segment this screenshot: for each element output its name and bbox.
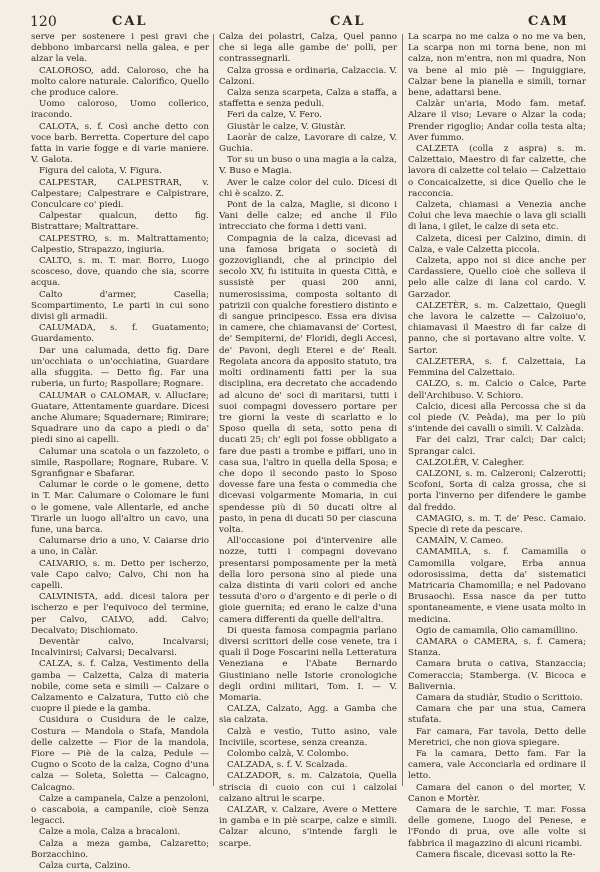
dictionary-entry: CALZETERA, s. f. Calzettaia, La Femmina del Calzettaio. [408,356,586,379]
dictionary-entry: Fa la camara, Detto fam. Far la camera, vale Acconciarla ed ordinare il letto. [408,749,586,782]
dictionary-entry: Deventàr calvo, Incalvarsi; Incalvinirsi; Calvarsi; Decalvarsi. [31,636,209,659]
dictionary-entry: Dar una calumada, detto fig. Dare un'occhiata o un'occhiatina, Guardare alla sfuggita. — Detto fig. Far una ruberia, un furto; Raspollare; Rognare. [31,345,209,390]
dictionary-entry: Calumar le corde o le gomene, detto in T. Mar. Calumare o Colomare le funi o le gomene, vale Allentarle, ed anche Tirarle un luogo all'altro un cavo, una fune, una barca. [31,480,209,535]
dictionary-entry: Calza senza scarpeta, Calza a staffa, a staffetta e senza peduli. [219,88,397,110]
dictionary-entry: CAMARA o CAMERA, s. f. Camera; Stanza. [408,636,586,659]
dictionary-entry: Calto d'armer, Casella; Scompartimento, Le parti in cui sono divisi gli armadii. [31,289,209,323]
column-divider [213,34,214,786]
dictionary-entry: Calza grossa e ordinaria, Calzaccia. V. Calzoni. [219,65,397,87]
dictionary-entry: CALZA, Calzato, Agg. a Gamba che sia calzata. [219,704,397,726]
dictionary-entry: serve per sostenere i pesi gravi che debbono imbarcarsi nella galea, e per alzar la vela. [31,32,209,65]
dictionary-entry: CAMAGIO, s. m. T. de' Pesc. Camaio. Specie di rete da pescare. [408,513,586,535]
dictionary-entry: Camara de le sarchie, T. mar. Fossa delle gomene, Luogo del Penese, e l'Fondo di prua, ove alle volte si fabbrica il magazzino di alcuni ricambi. [408,805,586,849]
dictionary-entry: Giustàr le calze, V. Giustàr. [227,121,346,132]
dictionary-entry: CALPESTRO, s. m. Maltrattamento; Calpestio, Strapazzo, ingiuria. [31,233,209,255]
running-header [30,12,576,32]
column-middle [219,32,397,849]
dictionary-entry: CALZA, s. f. Calza, Vestimento della gamba — Calzetta, Calza di materia nobile, come seta e simili — Calzare o Calzamento e Calzatura, Tutto ciò che cuopre il piede e la gamba. [31,659,209,715]
running-head-left: CAL [112,14,148,29]
dictionary-entry: Calumarse drio a uno, V. Caiarse drio a uno, in Calàr. [31,536,209,558]
dictionary-entry: Tor su un buso o una magia a la calza, V. Buso e Magia. [219,155,397,177]
dictionary-entry: Camara bruta o cativa, Stanzaccia; Comeraccia; Stamberga. (V. Bicoca e Balivernia. [408,659,586,692]
column-divider [402,34,403,786]
dictionary-entry: Pont de la calza, Maglie, si dicono i Vani delle calze; ed anche il Filo intrecciato che forma i detti vani. [219,200,397,233]
dictionary-entry: Calzeta, dicesi per Calzino, dimin. di Calza, e vale Calzetta piccola. [408,233,586,255]
dictionary-entry: CAMAMILA, s. f. Camamilla o Camomilla volgare, Erba annua odorosissima, detta da' sistematici Matricaria Chamomilla; e nel Padovano Brusaochi. Essa nasce da per tutto spontaneamente, e viene usata molto in medicina. [408,547,586,625]
dictionary-entry: Figura del calota, V. Figura. [39,166,162,177]
dictionary-entry: Colombo calzà, V. Colombo. [227,749,349,759]
dictionary-entry: Camera fiscale, dicevasi sotto la Re- [416,849,576,860]
dictionary-entry: CALUMADA, s. f. Guatamento; Guardamento. [31,323,209,345]
running-head-right: CAM [528,14,569,29]
dictionary-entry: Calzà e vestìo, Tutto asino, vale Inciviile, scortese, senza creanza. [219,726,397,748]
dictionary-entry: Calze a campanela, Calze a penzoloni, o cascaboia, a campanile, cioè Senza legacci. [31,793,209,827]
dictionary-entry: CALZO, s. m. Calcio o Calce, Parte dell'Archibuso. V. Schioro. [408,379,586,401]
dictionary-entry: Calzeta, chiamasi a Venezia anche Colui che leva maechie o lava gli scialli di lana, i gilet, le calze di seta etc. [408,200,586,233]
dictionary-entry: Calpestar qualcun, detto fig. Bistrattare; Maltrattare. [31,211,209,233]
dictionary-entry: Camara del canon o del morter, V. Canon e Mortèr. [408,782,586,804]
dictionary-entry: CALZADA, s. f. V. Scalzada. [227,760,348,771]
dictionary-entry: CALTO, s. m. T. mar. Borro, Luogo scosceso, dove, quando che sia, scorre acqua. [31,256,209,289]
dictionary-entry: Calumar una scatola o un fazzoleto, o simile, Raspollare; Rognare, Rubare. V. Sgranfignar e Sbafarar. [31,446,209,479]
dictionary-entry: CALVARIO, s. m. Detto per ischerzo, vale Capo calvo; Calvo, Chi non ha capelli. [31,558,209,591]
dictionary-entry: Far dei calzi, Trar calci; Dar calci; Sprangar calci. [408,435,586,457]
dictionary-entry: All'occasione poi d'intervenire alle nozze, tutti i compagni dovevano presentarsi pomposamente per la metà della loro persona sino al piede una calza distinta di varii colori ed anche tessuta d'oro o d'argento e di perle o di gioie guernita; ed erano le calze d'una camera differenti da quelle dell'altra. [219,536,397,625]
dictionary-entry: CAMAÌN, V. Cameo. [416,536,504,547]
dictionary-entry: Di questa famosa compagnia parlano diversi scrittori delle cose venete, tra i quali il Doge Foscarini nella Letteratura Veneziana e l'Abate Bernardo Giustiniano nelle Istorie cronologiche degli ordini militari, Tom. I. — V. Momaria. [219,625,397,703]
dictionary-entry: Ogio de camamila, Olio camamillino. [416,625,578,636]
running-head-center: CAL [330,14,366,29]
dictionary-entry: Compagnia de la calza, dicevasi ad una famosa brigata o società di gozzovigliandi, che al principio del secolo XV, fu istituita in questa Città, e sussistè per quasi 200 anni, numerosissima, composta soltanto di patrizii con qualche forestiero distinto e di sangue principesco. Essa era divisa in camere, che chiamavansi de' Cortesi, de' Sempiterni, de' Floridi, degli Accesi, de' Pavoni, degli Eterei e de' Reali. Regolata ancora da apposito statuto, tra molti ordinamenti fatti per la sua disciplina, era decretato che accadendo ad alcuno de' soci di maritarsi, tutti i suoi compagni dovessero portare per tre giorni la veste di scarlatto e lo Sposo quella di seta, sotto pena di ducati 25; ch' egli poi fosse obbligato a fare due pasti a trombe e piffari, uno in casa sua, l'altro in quella della Sposa; e che dopo il secondo pasto lo Sposo dovesse fare una festa o commedia che dicevasi volgarmente Momaria, in cui spendesse più di 50 ducati oltre al pasto, in pena di ducati 50 per ciascuna volta. [219,233,397,535]
dictionary-entry: Cusidura o Cusidura de le calze, Costura — Mandola o Stafa, Mandola delle calzette — Fior de la mandola, Fiore — Piè de la calza, Pedule — Cugno o Scoto de la calza, Cogno d'una calza — Soleta, Soletta — Calcagno, Calcagno. [31,715,209,793]
dictionary-entry: Uomo caloroso, Uomo collerico, iracondo. [31,99,209,121]
dictionary-entry: Laoràr de calze, Lavorare di calze, V. Guchia. [219,132,397,155]
dictionary-entry: Far camara, Far tavola, Detto delle Meretrici, che non giova spiegare. [408,726,586,748]
column-left [31,32,209,872]
dictionary-entry: CALZADOR, s. m. Calzatoia, Quella striscia di cuoio con cui i calzolai calzano altrui le scarpe. [219,771,397,804]
dictionary-entry: Calza a meza gamba, Calzaretto; Borzacchino. [31,838,209,860]
dictionary-entry: Feri da calze, V. Fero. [227,110,322,121]
dictionary-entry: CALZOLÈR, V. Calegher. [416,457,525,468]
dictionary-entry: CALVINISTA, add. dicesi talora per ischerzo e per l'equivoco del termine, per Calvo, CALVO, add. Calvo; Decalvato; Dischiomato. [31,592,209,636]
dictionary-entry: CALPESTAR, CALPESTRAR, v. Calpestare; Calpestrare e Calpistrare, Conculcare co' piedi. [31,177,209,211]
dictionary-entry: Calza dei polastri, Calza, Quel panno che si lega alle gambe de' polli, per contrassegnarli. [219,32,397,65]
dictionary-entry: Calzeta, appo noi si dice anche per Cardassiere, Quello cioè che solleva il pelo alle calze di lana col cardo. V. Garzador. [408,256,586,300]
dictionary-entry: Camara che par una stua, Camera stufata. [408,704,586,726]
dictionary-entry: CALZETA (colla z aspra) s. m. Calzettaio, Maestro di far calzette, che lavora di calzette col telaio — Calzettaio o Concaicalzette, si dice Quello che le racconcia. [408,144,586,199]
dictionary-entry: CALOTA, s. f. Così anche detto con voce barb. Berretta. Coperture del capo fatta in varie fogge e di varie maniere. V. Galota. [31,121,209,166]
dictionary-entry: Calze a mola, Calza a bracaloni. [39,827,181,838]
dictionary-entry: Aver le calze color del culo. Dicesi di chi è scalzo. Z. [219,177,397,199]
dictionary-entry: La scarpa no me calza o no me va ben, La scarpa non mi torna bene, non mi calza, non m'entra, non mi quadra, Non va bene al mio piè — Inguiggiare, Calzar bene la pianella e simili, tornar bene, adattarsi bene. [408,32,586,99]
dictionary-entry: Calza curta, Calzino. [39,861,131,872]
dictionary-entry: CALZETÈR, s. m. Calzettaio, Quegli che lavora le calzette — Calzoiuo'o, chiamavasi il Maestro di far calze di panno, che si portavano altre volte. V. Sartor. [408,300,586,356]
dictionary-entry: Camara da studiàr, Studio o Scrittoio. [416,692,583,703]
dictionary-entry: CALZAR, v. Calzare, Avere o Mettere in gamba e in piè scarpe, calze e simili. Calzar alcuno, s'intende fargli le scarpe. [219,805,397,849]
dictionary-entry: Calzàr un'aria, Modo fam. metaf. Alzare il viso; Levare o Alzar la coda; Prender rigoglio; Andar colla testa alta; Aver fummo. [408,99,586,143]
dictionary-entry: CALZONI, s. m. Calzeroni; Calzerotti; Scofoni, Sorta di calza grossa, che si porta l'inverno per difendere le gambe dal freddo. [408,468,586,513]
page-number: 120 [30,14,57,30]
dictionary-entry: CALOROSO, add. Caloroso, che ha molto calore naturale. Calorifico, Quello che produce calore. [31,65,209,99]
dictionary-entry: Calcio, dicesi alla Percossa che si da col piede (V. Peàda), ma per lo più s'intende dei cavalli o simili. V. Calzàda. [408,401,586,435]
dictionary-entry: CALUMAR o CALOMAR, v. AllucIare; Guatare, Attentamente guardare. Dicesi anche Alumare; Squadernare; Rimirare; Squadrare uno da capo a piedi o da' piedi sino ai capelli. [31,390,209,446]
column-right [408,32,586,860]
